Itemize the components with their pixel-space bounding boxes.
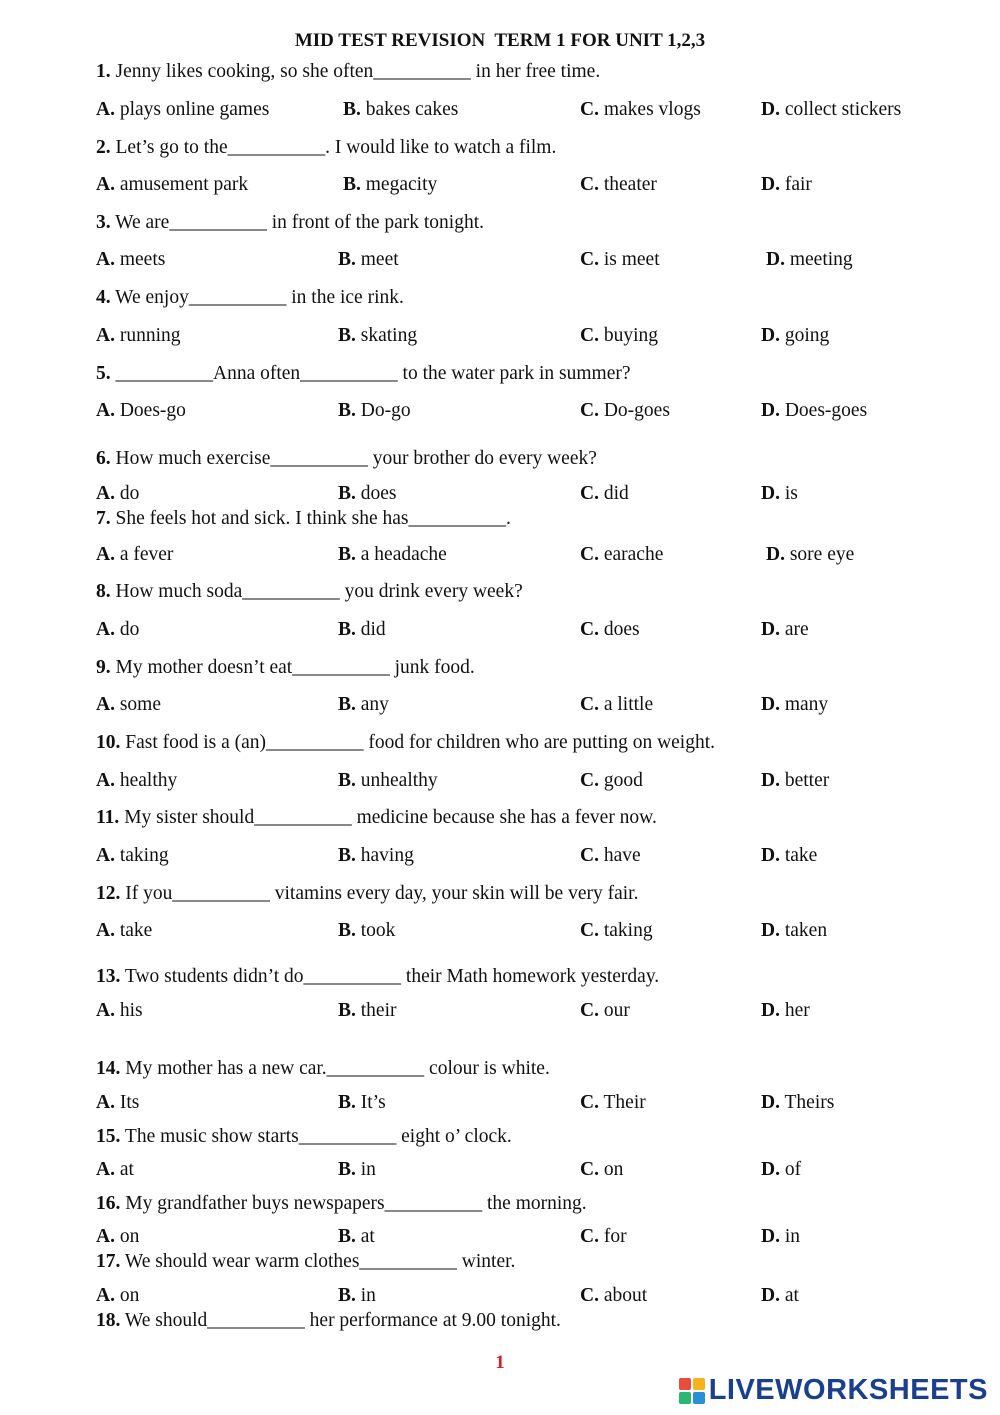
option-4b: B. skating (338, 325, 418, 346)
option-7a: A. a fever (96, 544, 174, 565)
option-17a: A. on (96, 1285, 140, 1306)
option-5a: A. Does-go (96, 400, 186, 421)
option-13a: A. his (96, 1000, 143, 1021)
question-1 (96, 60, 600, 84)
option-7d: D. sore eye (766, 544, 855, 565)
option-13c: C. our (580, 1000, 630, 1021)
option-10d: D. better (761, 770, 830, 791)
question-6: 6. How much exercise__________ your brother do every week? (96, 448, 597, 469)
option-6c: C. did (580, 483, 629, 504)
option-9b: B. any (338, 694, 389, 715)
option-12d: D. taken (761, 920, 828, 941)
option-14d: D. Theirs (761, 1092, 835, 1113)
option-16d: D. in (761, 1226, 801, 1247)
option-15d: D. of (761, 1159, 802, 1180)
question-15: 15. The music show starts__________ eight o’ clock. (96, 1126, 512, 1147)
option-3b: B. meet (338, 249, 399, 270)
option-16a: A. on (96, 1226, 140, 1247)
option-9d: D. many (761, 694, 829, 715)
option-11a: A. taking (96, 845, 169, 866)
option-2a: A. amusement park (96, 174, 249, 195)
question-number: 1. (96, 61, 111, 82)
option-17b: B. in (338, 1285, 376, 1306)
option-3d: D. meeting (766, 249, 853, 270)
option-7b: B. a headache (338, 544, 447, 565)
option-11c: C. have (580, 845, 641, 866)
option-6b: B. does (338, 483, 397, 504)
question-8: 8. How much soda__________ you drink every week? (96, 581, 523, 602)
option-4c: C. buying (580, 325, 659, 346)
option-9c: C. a little (580, 694, 654, 715)
option-3c: C. is meet (580, 249, 660, 270)
option-1a: A. plays online games (96, 99, 270, 120)
option-8c: C. does (580, 619, 640, 640)
question-text: Jenny likes cooking, so she often__________ in her free time. (115, 61, 601, 82)
liveworksheets-logo-text: LIVEWORKSHEETS (708, 1374, 988, 1406)
option-8d: D. are (761, 619, 809, 640)
option-11b: B. having (338, 845, 414, 866)
option-8b: B. did (338, 619, 386, 640)
option-14a: A. Its (96, 1092, 140, 1113)
option-8a: A. do (96, 619, 140, 640)
option-6a: A. do (96, 483, 140, 504)
option-4d: D. going (761, 325, 830, 346)
option-15a: A. at (96, 1159, 134, 1180)
option-1b: B. bakes cakes (343, 99, 459, 120)
liveworksheets-logo[interactable] (679, 1374, 988, 1407)
option-12c: C. taking (580, 920, 653, 941)
option-17c: C. about (580, 1285, 648, 1306)
option-5b: B. Do-go (338, 400, 411, 421)
option-2d: D. fair (761, 174, 812, 195)
question-3: 3. We are__________ in front of the park tonight. (96, 212, 484, 233)
option-13d: D. her (761, 1000, 810, 1021)
option-14c: C. Their (580, 1092, 646, 1113)
option-15b: B. in (338, 1159, 376, 1180)
option-17d: D. at (761, 1285, 799, 1306)
question-13: 13. Two students didn’t do__________ their Math homework yesterday. (96, 966, 660, 987)
option-2b: B. megacity (343, 174, 438, 195)
option-10a: A. healthy (96, 770, 178, 791)
option-11d: D. take (761, 845, 818, 866)
question-4: 4. We enjoy__________ in the ice rink. (96, 287, 404, 308)
option-6d: D. is (761, 483, 798, 504)
question-17: 17. We should wear warm clothes__________ winter. (96, 1251, 516, 1272)
option-14b: B. It’s (338, 1092, 386, 1113)
page-number: 1 (495, 1352, 505, 1373)
option-16b: B. at (338, 1226, 375, 1247)
option-2c: C. theater (580, 174, 657, 195)
option-13b: B. their (338, 1000, 397, 1021)
question-14: 14. My mother has a new car.__________ colour is white. (96, 1058, 550, 1079)
question-2: 2. Let’s go to the__________. I would like to watch a film. (96, 137, 557, 158)
liveworksheets-logo-icon (679, 1378, 705, 1404)
option-10b: B. unhealthy (338, 770, 438, 791)
option-9a: A. some (96, 694, 162, 715)
option-5d: D. Does-goes (761, 400, 868, 421)
option-12b: B. took (338, 920, 396, 941)
question-12: 12. If you__________ vitamins every day, your skin will be very fair. (96, 883, 639, 904)
question-7: 7. She feels hot and sick. I think she has__________. (96, 508, 511, 529)
question-10: 10. Fast food is a (an)__________ food for children who are putting on weight. (96, 732, 716, 753)
option-16c: C. for (580, 1226, 627, 1247)
option-1d: D. collect stickers (761, 99, 902, 120)
option-3a: A. meets (96, 249, 166, 270)
option-1c: C. makes vlogs (580, 99, 701, 120)
question-5: 5. __________Anna often__________ to the water park in summer? (96, 363, 631, 384)
option-15c: C. on (580, 1159, 624, 1180)
question-18: 18. We should__________ her performance at 9.00 tonight. (96, 1310, 561, 1331)
question-11: 11. My sister should__________ medicine because she has a fever now. (96, 807, 657, 828)
option-5c: C. Do-goes (580, 400, 670, 421)
worksheet-title: MID TEST REVISION TERM 1 FOR UNIT 1,2,3 (294, 30, 706, 51)
option-12a: A. take (96, 920, 153, 941)
option-7c: C. earache (580, 544, 664, 565)
option-10c: C. good (580, 770, 643, 791)
question-16: 16. My grandfather buys newspapers__________ the morning. (96, 1193, 587, 1214)
option-4a: A. running (96, 325, 181, 346)
question-9: 9. My mother doesn’t eat__________ junk food. (96, 657, 475, 678)
